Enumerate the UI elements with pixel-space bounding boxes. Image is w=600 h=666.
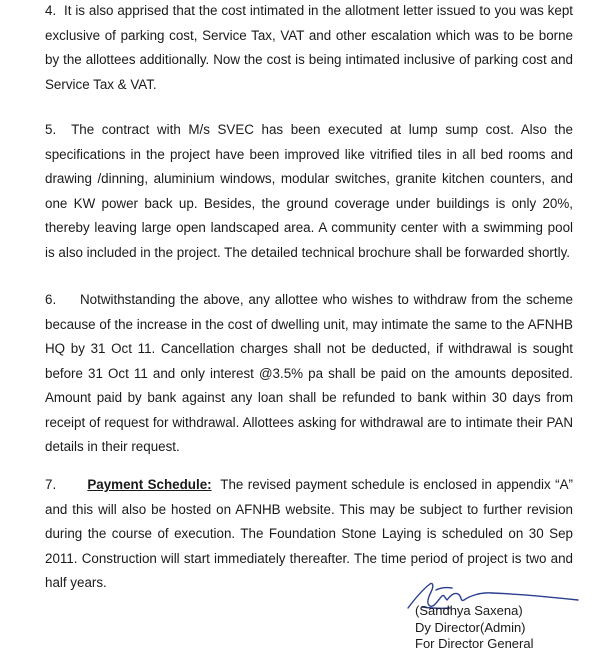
paragraph-text: Notwithstanding the above, any allottee who wishes to withdraw from the scheme because of the increase in the cost of dwelling unit, may intimate the same to the AFNHB HQ by 31 Oct 11. Cancellation charges shall not be deducted, if withdrawal is sought before 31 Oct 11 and only interest @3.5% pa shall be paid on the amounts deposited. Amount paid by bank against any loan shall be refunded to bank within 30 days from receipt of request for withdrawal. Allottees asking for withdrawal are to intimate their PAN details in their request. xyxy=(45,292,573,454)
paragraph-text: The revised payment schedule is enclosed in appendix “A” and this will also be hosted on AFNHB website. This may be subject to further revision during the course of execution. The Foundation Stone Laying is scheduled on 30 Sep 2011. Construction will start immediately thereafter. The time period of project is two and half years. xyxy=(45,477,573,590)
signatory-name: (Sandhya Saxena) xyxy=(415,603,523,618)
paragraph-4 xyxy=(45,0,573,97)
paragraph-text: It is also apprised that the cost intimated in the allotment letter issued to you was kept exclusive of parking cost, Service Tax, VAT and other escalation which was to be borne by the allottees additionally. Now the cost is being intimated inclusive of parking cost and Service Tax & VAT. xyxy=(45,3,573,92)
paragraph-text: The contract with M/s SVEC has been executed at lump sump cost. Also the specifications in the project have been improved like vitrified tiles in all bed rooms and drawing /dinning, aluminium windows, modular switches, granite kitchen counters, and one KW power back up. Besides, the ground coverage under buildings is only 20%, thereby leaving large open landscaped area. A community center with a swimming pool is also included in the project. The detailed technical brochure shall be forwarded shortly. xyxy=(45,122,573,260)
signatory-for-line: For Director General xyxy=(415,636,534,651)
signature-block xyxy=(415,583,595,653)
paragraph-number: 7. xyxy=(45,477,57,492)
paragraph-number: 4. xyxy=(45,3,57,18)
paragraph-6 xyxy=(45,288,573,460)
paragraph-number: 5. xyxy=(45,122,57,137)
paragraph-number: 6. xyxy=(45,292,57,307)
signatory-designation: Dy Director(Admin) xyxy=(415,619,526,635)
paragraph-heading: Payment Schedule: xyxy=(87,477,212,492)
paragraph-5 xyxy=(45,118,573,265)
